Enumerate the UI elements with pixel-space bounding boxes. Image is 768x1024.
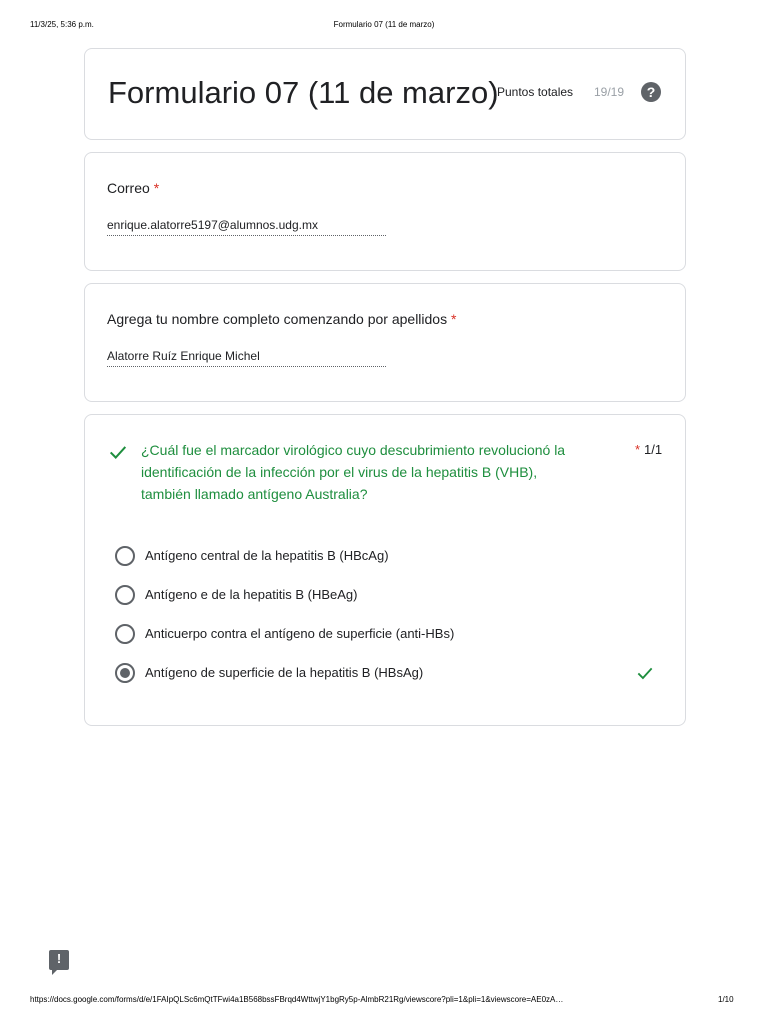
email-field[interactable]: enrique.alatorre5197@alumnos.udg.mx [107, 218, 386, 236]
option-label: Antígeno de superficie de la hepatitis B (HBsAg) [145, 665, 424, 680]
radio-button[interactable] [115, 585, 135, 605]
option-item[interactable] [115, 624, 665, 644]
radio-button[interactable] [115, 624, 135, 644]
name-label [107, 311, 456, 327]
help-icon[interactable]: ? [641, 82, 661, 102]
check-icon [107, 441, 129, 463]
report-feedback-icon[interactable]: ! [49, 950, 69, 970]
print-title: Formulario 07 (11 de marzo) [333, 20, 435, 29]
form-title: Formulario 07 (11 de marzo) [108, 75, 499, 110]
total-points-label: Puntos totales [497, 85, 574, 99]
correct-check-icon [635, 663, 655, 683]
option-label: Anticuerpo contra el antígeno de superficie (anti-HBs) [145, 626, 455, 641]
name-card [84, 283, 686, 402]
email-label [107, 180, 159, 196]
page-number: 1/10 [718, 995, 734, 1004]
form-title-card [84, 48, 686, 140]
total-points-value: 19/19 [594, 85, 625, 99]
radio-button-checked[interactable] [115, 663, 135, 683]
required-asterisk: * [451, 311, 457, 327]
email-card [84, 152, 686, 271]
name-field[interactable]: Alatorre Ruíz Enrique Michel [107, 349, 386, 367]
page-url: https://docs.google.com/forms/d/e/1FAIpQLSc6mQtTFwi4a1B568bssFBrqd4WttwjY1bgRy5p-AlmbR21Rg/viewscore?pli=1&pli=1&viewscore=AE0zA… [30, 995, 564, 1004]
option-item[interactable] [115, 546, 665, 566]
required-asterisk: * [635, 442, 641, 457]
option-label: Antígeno central de la hepatitis B (HBcAg) [145, 548, 389, 563]
question-text: ¿Cuál fue el marcador virológico cuyo descubrimiento revolucionó la identificación de la infección por el virus de la hepatitis B (VHB), también llamado antígeno Australia? [141, 442, 566, 502]
option-label: Antígeno e de la hepatitis B (HBeAg) [145, 587, 358, 602]
option-item-selected[interactable] [115, 663, 665, 683]
option-item[interactable] [115, 585, 665, 605]
print-datetime: 11/3/25, 5:36 p.m. [30, 20, 94, 29]
required-asterisk: * [153, 180, 160, 196]
name-label-text: Agrega tu nombre completo comenzando por apellidos [107, 311, 448, 327]
email-label-text: Correo [107, 180, 150, 196]
question-score: 1/1 [644, 442, 663, 457]
radio-button[interactable] [115, 546, 135, 566]
question-card [84, 414, 686, 726]
